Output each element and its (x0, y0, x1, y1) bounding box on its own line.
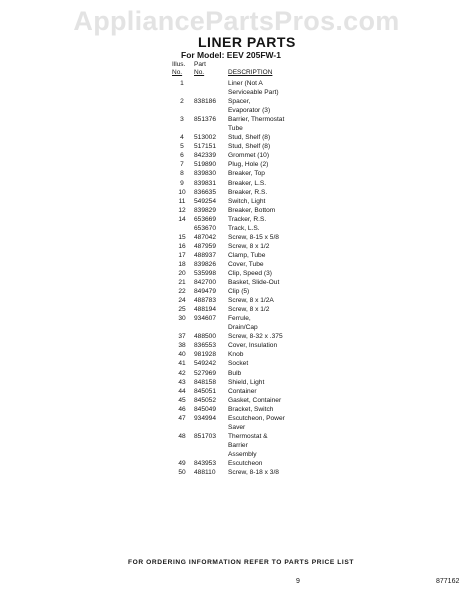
parts-row (172, 387, 372, 396)
part-number (192, 79, 228, 88)
description-header: DESCRIPTION (228, 69, 273, 76)
parts-row (172, 296, 372, 305)
part-number: 513002 (194, 134, 217, 142)
parts-row (172, 278, 372, 287)
part-description: Screw, 8-32 x .375 (228, 333, 283, 341)
part-description: Plug, Hole (2) (228, 161, 269, 169)
part-description: Socket (228, 360, 249, 368)
illus-number: 37 (178, 333, 186, 341)
illus-number: 12 (178, 206, 186, 214)
parts-row (172, 332, 372, 341)
ordering-note: FOR ORDERING INFORMATION REFER TO PARTS PRICE LIST (128, 559, 354, 566)
illus-number: 11 (178, 197, 186, 205)
parts-row (172, 242, 372, 251)
part-description: Screw, 8-18 x 3/8 (228, 469, 279, 477)
illus-number: 30 (178, 315, 186, 323)
part-number: 653670 (194, 224, 217, 232)
illus-number (172, 450, 192, 459)
part-number (192, 450, 228, 459)
part-number: 527969 (194, 369, 217, 377)
parts-row (172, 432, 372, 441)
part-description: Breaker, R.S. (228, 188, 268, 196)
part-number: 488500 (194, 333, 217, 341)
part-number: 519890 (194, 161, 217, 169)
parts-row (172, 441, 372, 450)
part-number: 839831 (194, 179, 217, 187)
parts-row (172, 323, 372, 332)
part-no-header: No. (194, 69, 205, 76)
part-number (192, 423, 228, 432)
part-description: Switch, Light (228, 197, 266, 205)
part-description: Grommet (10) (228, 152, 270, 160)
parts-row (172, 133, 372, 142)
part-description: Knob (228, 351, 244, 359)
part-number: 843953 (194, 459, 217, 467)
part-description: Assembly (228, 450, 257, 458)
parts-list (172, 79, 372, 477)
illus-number: 49 (178, 459, 186, 467)
part-number: 487959 (194, 242, 217, 250)
illus-number: 47 (178, 414, 186, 422)
parts-row (172, 160, 372, 169)
illus-number: 45 (178, 396, 186, 404)
part-description: Gasket, Container (228, 396, 282, 404)
part-description: Screw, 8 x 1/2 (228, 242, 270, 250)
parts-row (172, 269, 372, 278)
part-description: Cover, Insulation (228, 342, 278, 350)
parts-row (172, 233, 372, 242)
part-description: Drain/Cap (228, 324, 258, 332)
part-description: Shield, Light (228, 378, 265, 386)
parts-row (172, 414, 372, 423)
part-description: Breaker, L.S. (228, 179, 267, 187)
part-number: 517151 (194, 143, 217, 151)
part-description: Stud, Shelf (8) (228, 143, 271, 151)
part-number: 535998 (194, 269, 217, 277)
part-description: Bulb (228, 369, 242, 377)
part-description: Escutcheon (228, 459, 263, 467)
parts-row (172, 115, 372, 124)
part-number: 845052 (194, 396, 217, 404)
part-description: Track, L.S. (228, 224, 260, 232)
parts-row (172, 97, 372, 106)
part-number: 849479 (194, 288, 217, 296)
part-number: 488783 (194, 297, 217, 305)
parts-row (172, 405, 372, 414)
illus-number (172, 106, 192, 115)
illus-number: 46 (178, 405, 186, 413)
part-number (192, 106, 228, 115)
part-number: 842700 (194, 279, 217, 287)
illus-header: Illus. (172, 61, 186, 68)
illus-number (172, 88, 192, 97)
parts-row (172, 106, 372, 115)
part-description: Barrier, Thermostat (228, 116, 285, 124)
illus-number (172, 323, 192, 332)
illus-number: 18 (178, 260, 186, 268)
parts-row (172, 188, 372, 197)
part-number: 836553 (194, 342, 217, 350)
part-number: 839829 (194, 206, 217, 214)
parts-row (172, 287, 372, 296)
illus-number: 43 (178, 378, 186, 386)
illus-number: 20 (178, 269, 186, 277)
part-description: Liner (Not A (228, 80, 263, 87)
parts-row (172, 341, 372, 350)
part-number: 851703 (194, 432, 217, 440)
part-number: 839826 (194, 260, 217, 268)
parts-row (172, 206, 372, 215)
illus-number: 24 (178, 297, 186, 305)
part-number: 488194 (194, 306, 217, 314)
parts-row (172, 450, 372, 459)
part-number: 836635 (194, 188, 217, 196)
illus-number (172, 423, 192, 432)
illus-number: 15 (178, 233, 186, 241)
part-description: Barrier (228, 441, 248, 449)
parts-row (172, 378, 372, 387)
part-description: Breaker, Top (228, 170, 265, 178)
part-description: Clip, Speed (3) (228, 269, 272, 277)
illus-number: 22 (178, 288, 186, 296)
illus-number: 5 (180, 143, 184, 151)
part-description: Basket, Slide-Out (228, 279, 280, 287)
part-description: Bracket, Switch (228, 405, 274, 413)
part-number: 487042 (194, 233, 217, 241)
part-description: Ferrule, (228, 315, 251, 323)
parts-row (172, 88, 372, 97)
part-description: Cover, Tube (228, 260, 264, 268)
part-number: 934607 (194, 315, 217, 323)
part-description: Escutcheon, Power (228, 414, 285, 422)
illus-number (172, 124, 192, 133)
illus-number: 50 (178, 469, 186, 477)
part-number: 488937 (194, 251, 217, 259)
illus-number: 25 (178, 306, 186, 314)
parts-row (172, 197, 372, 206)
part-description: Thermostat & (228, 432, 268, 440)
illus-number: 16 (178, 242, 186, 250)
part-number: 845051 (194, 387, 217, 395)
illus-number: 42 (178, 369, 186, 377)
model-line: For Model: EEV 205FW-1 (181, 50, 281, 60)
part-description: Breaker, Bottom (228, 206, 276, 214)
parts-row (172, 260, 372, 269)
page-number: 9 (296, 578, 300, 585)
part-number: 839830 (194, 170, 217, 178)
watermark: AppliancePartsPros.com (73, 6, 400, 36)
illus-number: 17 (178, 251, 186, 259)
part-description: Tracker, R.S. (228, 215, 267, 223)
part-number (192, 88, 228, 97)
parts-row (172, 359, 372, 368)
parts-row (172, 179, 372, 188)
illus-number: 48 (178, 432, 186, 440)
illus-number: 21 (178, 279, 186, 287)
parts-row (172, 314, 372, 323)
document-number: 877162 (436, 578, 460, 585)
part-number: 842339 (194, 152, 217, 160)
illus-number: 40 (178, 351, 186, 359)
parts-row (172, 169, 372, 178)
illus-number: 6 (180, 152, 184, 160)
part-description: Screw, 8-15 x 5/8 (228, 233, 279, 241)
parts-row (172, 423, 372, 432)
parts-row (172, 79, 372, 88)
parts-row (172, 124, 372, 133)
part-number (192, 441, 228, 450)
illus-number: 41 (178, 360, 186, 368)
part-description: Container (228, 387, 257, 395)
illus-number: 38 (178, 342, 186, 350)
part-number: 838186 (194, 98, 217, 106)
parts-row (172, 459, 372, 468)
parts-row (172, 142, 372, 151)
parts-row (172, 224, 372, 233)
part-number: 851376 (194, 116, 217, 124)
illus-number: 14 (178, 215, 186, 223)
parts-row (172, 215, 372, 224)
illus-number: 8 (180, 170, 184, 178)
parts-row (172, 305, 372, 314)
illus-number: 10 (178, 188, 186, 196)
part-header: Part (194, 61, 206, 68)
part-number: 934994 (194, 414, 217, 422)
parts-row (172, 151, 372, 160)
part-description: Spacer, (228, 98, 251, 106)
part-number: 981928 (194, 351, 217, 359)
part-number (192, 124, 228, 133)
parts-row (172, 251, 372, 260)
part-number: 488110 (194, 469, 216, 477)
parts-row (172, 468, 372, 477)
parts-row (172, 396, 372, 405)
part-description: Serviceable Part) (228, 89, 279, 97)
parts-row (172, 350, 372, 359)
part-description: Screw, 8 x 1/2A (228, 297, 274, 305)
parts-row (172, 369, 372, 378)
part-description: Clip (5) (228, 288, 250, 296)
page-title: LINER PARTS (198, 34, 296, 50)
illus-number: 9 (180, 179, 184, 187)
part-description: Stud, Shelf (8) (228, 134, 271, 142)
part-number: 653669 (194, 215, 217, 223)
part-number: 549254 (194, 197, 217, 205)
illus-number: 3 (180, 116, 184, 124)
part-description: Screw, 8 x 1/2 (228, 306, 270, 314)
part-number (192, 323, 228, 332)
part-number: 845049 (194, 405, 217, 413)
part-description: Clamp, Tube (228, 251, 266, 259)
part-description: Evaporator (3) (228, 107, 271, 115)
illus-number: 44 (178, 387, 186, 395)
illus-number: 1 (180, 80, 184, 87)
illus-number: 4 (180, 134, 184, 142)
part-number: 549242 (194, 360, 217, 368)
illus-no-header: No. (172, 69, 183, 76)
part-description: Tube (228, 125, 243, 133)
part-number: 848158 (194, 378, 217, 386)
part-description: Saver (228, 423, 246, 431)
illus-number: 2 (180, 98, 184, 106)
illus-number (172, 224, 192, 233)
illus-number (172, 441, 192, 450)
illus-number: 7 (180, 161, 184, 169)
